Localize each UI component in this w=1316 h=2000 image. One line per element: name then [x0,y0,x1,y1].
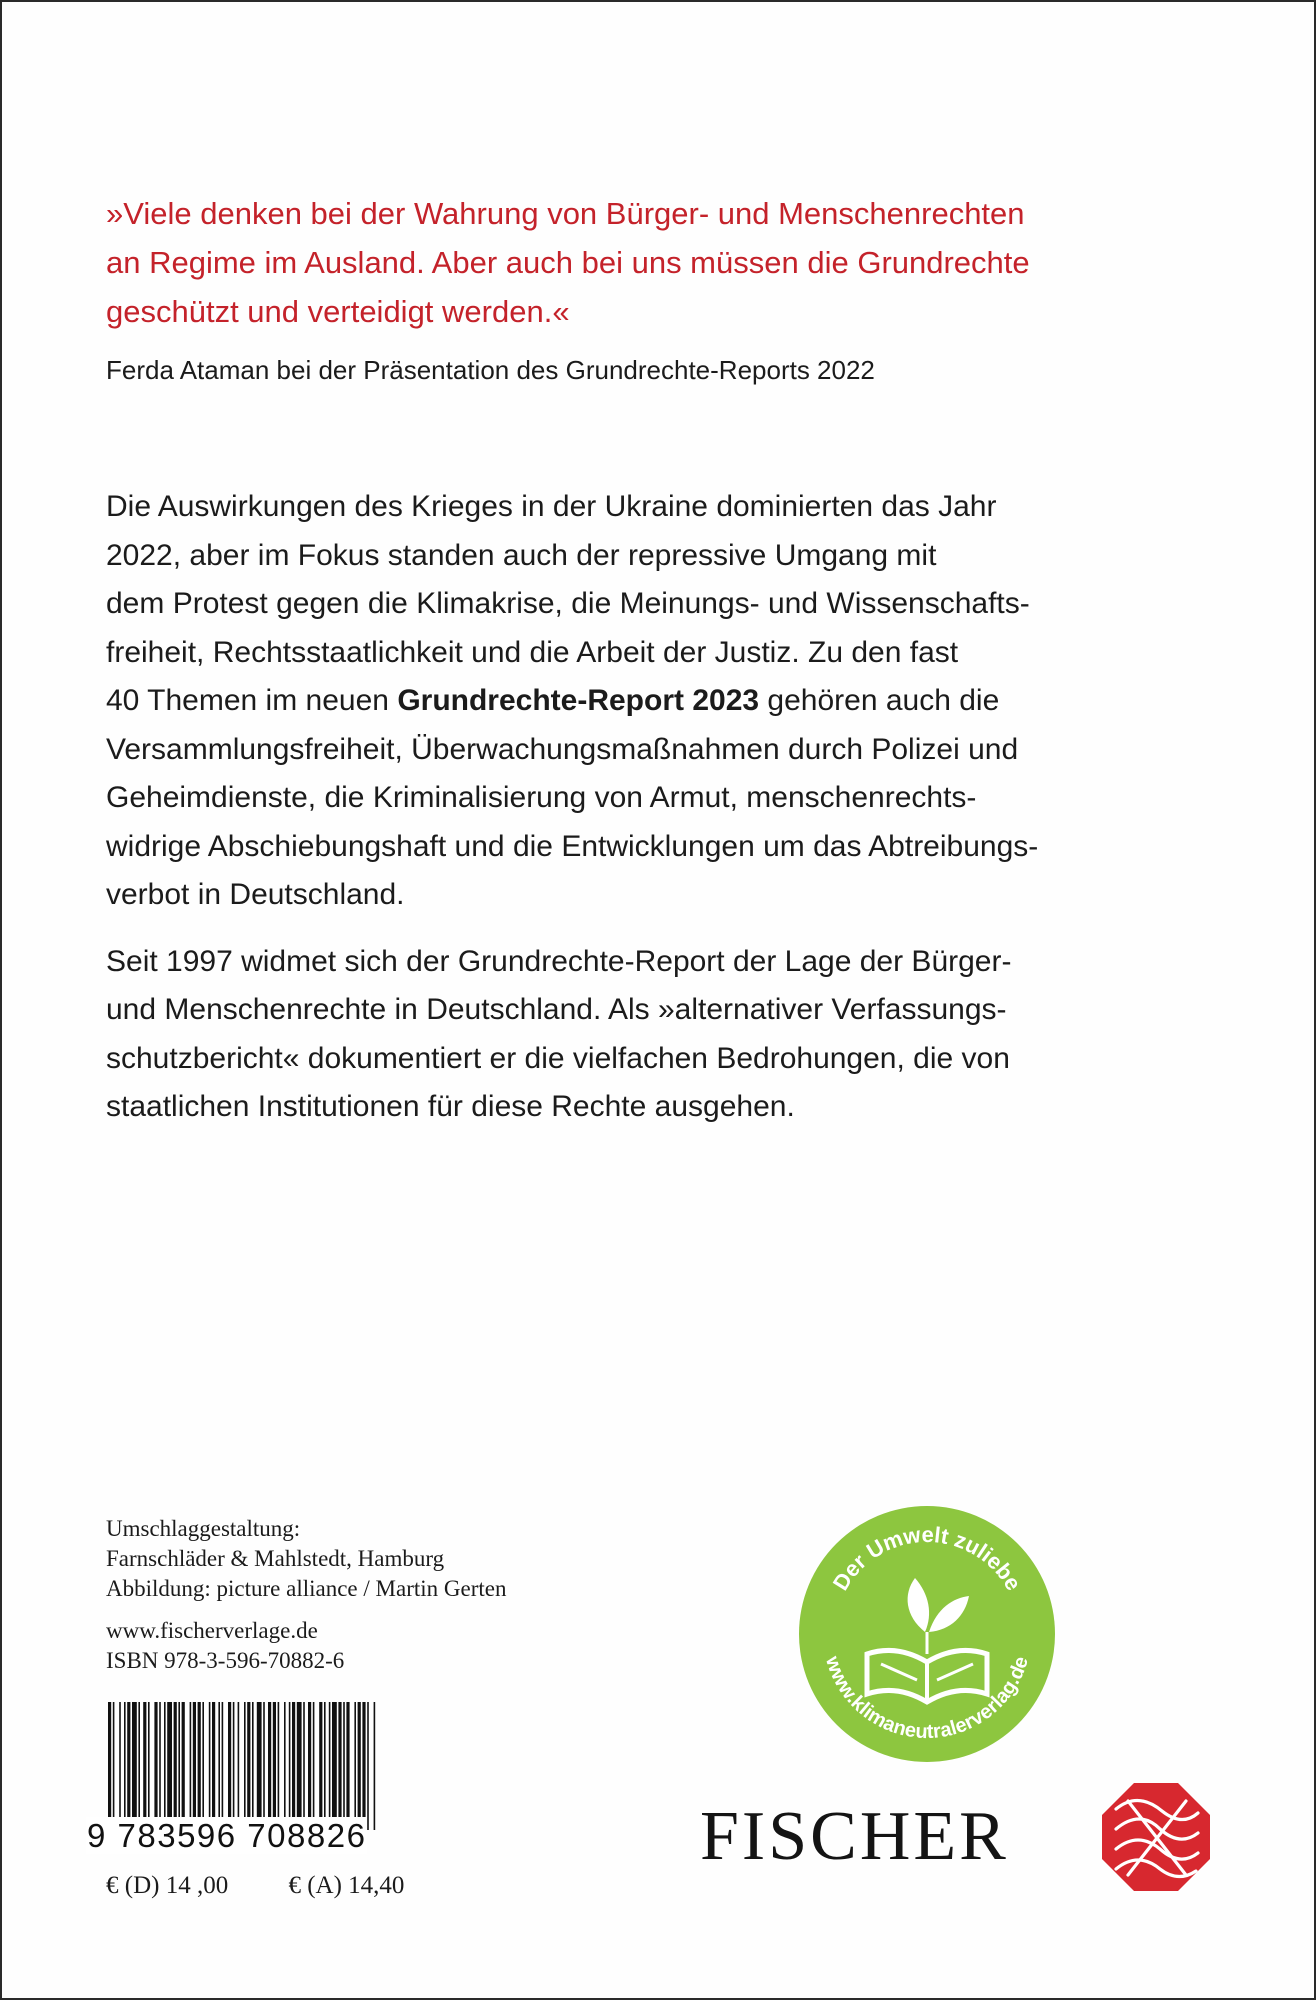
barcode-digits [86,1817,386,1855]
book-title-bold: Grundrechte-Report 2023 [397,684,760,717]
barcode-bar [297,1702,302,1830]
barcode-bar [244,1702,246,1830]
barcode-bar [319,1702,322,1830]
barcode-bar [303,1702,305,1830]
blurb-line: Seit 1997 widmet sich der Grundrechte-Report der Lage der Bürger- [106,944,1012,978]
barcode-bar [124,1702,126,1830]
barcode-bar [257,1702,262,1830]
eco-badge [797,1504,1057,1764]
blurb-paragraph-1 [106,483,1146,920]
barcode-bar [358,1702,361,1830]
barcode-bar [329,1702,331,1830]
isbn: ISBN 978-3-596-70882-6 [106,1648,345,1673]
barcode-bar [222,1702,224,1830]
blurb-line: Geheimdienste, die Kriminalisierung von Armut, menschenrechts- [106,781,977,814]
blurb [106,483,1146,1132]
barcode-bar [338,1702,341,1830]
barcode-bar [202,1702,204,1830]
barcode-number: 9 783596 708826 [87,1817,367,1854]
price-germany: € (D) 14 ,00 [106,1872,229,1899]
barcode-bar [233,1702,235,1830]
blurb-line: widrige Abschiebungshaft und die Entwicklungen um das Abtreibungs- [106,829,1039,863]
barcode-bar [113,1702,115,1830]
publisher-wordmark: FISCHER [700,1798,1009,1875]
barcode-bar [292,1702,295,1830]
barcode-bar [367,1702,369,1830]
blurb-line: und Menschenrechte in Deutschland. Als »alternativer Verfassungs- [106,993,1007,1026]
barcode-bar [164,1702,166,1830]
barcode-bar [263,1702,265,1830]
barcode-bar [278,1702,280,1830]
quote-line: »Viele denken bei der Wahrung von Bürger- und Menschenrechten [106,196,1025,231]
barcode-bar [190,1702,192,1830]
barcode-bar [182,1702,185,1830]
imprint-credits [106,1514,506,1604]
barcode-bar [346,1702,349,1830]
barcode-bar [132,1702,137,1830]
barcode-bar [247,1702,250,1830]
illustration-credit: Abbildung: picture alliance / Martin Gerten [106,1576,507,1601]
cover-designer: Farnschläder & Mahlstedt, Hamburg [106,1546,445,1571]
blurb-text: gehören auch die [759,684,1000,717]
blurb-paragraph-2 [106,938,1146,1132]
barcode-bar [324,1702,326,1830]
barcode-bar [209,1702,211,1830]
barcode-bar [268,1702,271,1830]
barcode-bar [138,1702,140,1830]
barcode-bar [193,1702,196,1830]
barcode-bar [127,1702,130,1830]
barcode-bar [343,1702,345,1830]
blurb-text: 40 Themen im neuen [106,684,398,717]
prices [106,1872,404,1900]
barcode-bar [252,1702,254,1830]
barcode-bar [284,1702,286,1830]
quote-line: geschützt und verteidigt werden.« [106,294,570,329]
blurb-line: dem Protest gegen die Klimakrise, die Meinungs- und Wissenschafts- [106,587,1030,620]
barcode-bar [108,1702,111,1830]
cover-design-label: Umschlaggestaltung: [106,1516,301,1541]
blurb-line: 2022, aber im Fokus standen auch der repressive Umgang mit [106,538,937,572]
quote-line: an Regime im Ausland. Aber auch bei uns müssen die Grundrechte [106,245,1030,280]
barcode-bar [238,1702,240,1830]
quote-attribution: Ferda Ataman bei der Präsentation des Grundrechte-Reports 2022 [106,355,875,385]
blurb-line: Die Auswirkungen des Krieges in der Ukraine dominierten das Jahr [106,490,997,523]
barcode-bar [313,1702,315,1830]
price-austria: € (A) 14,40 [288,1872,405,1899]
fischer-fish-logo-icon [1098,1779,1214,1895]
imprint-web [106,1616,344,1676]
barcode-bar [308,1702,311,1830]
barcode-bar [362,1702,365,1830]
barcode-bar [273,1702,276,1830]
publisher-website: www.fischerverlage.de [106,1618,318,1643]
barcode-bar [374,1702,376,1830]
barcode-bar [289,1702,291,1830]
barcode-bar [148,1702,150,1830]
pull-quote [106,189,1086,336]
eco-badge-bottom-text: www.klimaneutralerverlag.de [820,1653,1033,1744]
barcode-bar [228,1702,231,1830]
blurb-line [106,677,1146,726]
barcode-bar [143,1702,146,1830]
barcode-bar [218,1702,220,1830]
barcode-bar [354,1702,356,1830]
eco-badge-top-text: Der Umwelt zuliebe [827,1521,1027,1595]
barcode-bar [159,1702,161,1830]
blurb-line: schutzbericht« dokumentiert er die vielfachen Bedrohungen, die von [106,1041,1010,1075]
barcode-bar [154,1702,157,1830]
barcode-bar [119,1702,121,1830]
blurb-line: Versammlungsfreiheit, Überwachungsmaßnahmen durch Polizei und [106,732,1019,766]
barcode-bar [167,1702,172,1830]
barcode-bar [332,1702,337,1830]
barcode-bar [178,1702,180,1830]
blurb-line: freiheit, Rechtsstaatlichkeit und die Arbeit der Justiz. Zu den fast [106,635,959,669]
blurb-line: staatlichen Institutionen für diese Rechte ausgehen. [106,1090,795,1123]
barcode-bar [174,1702,177,1830]
barcode-bar [198,1702,201,1830]
blurb-line: verbot in Deutschland. [106,878,405,911]
barcode-bar [212,1702,215,1830]
